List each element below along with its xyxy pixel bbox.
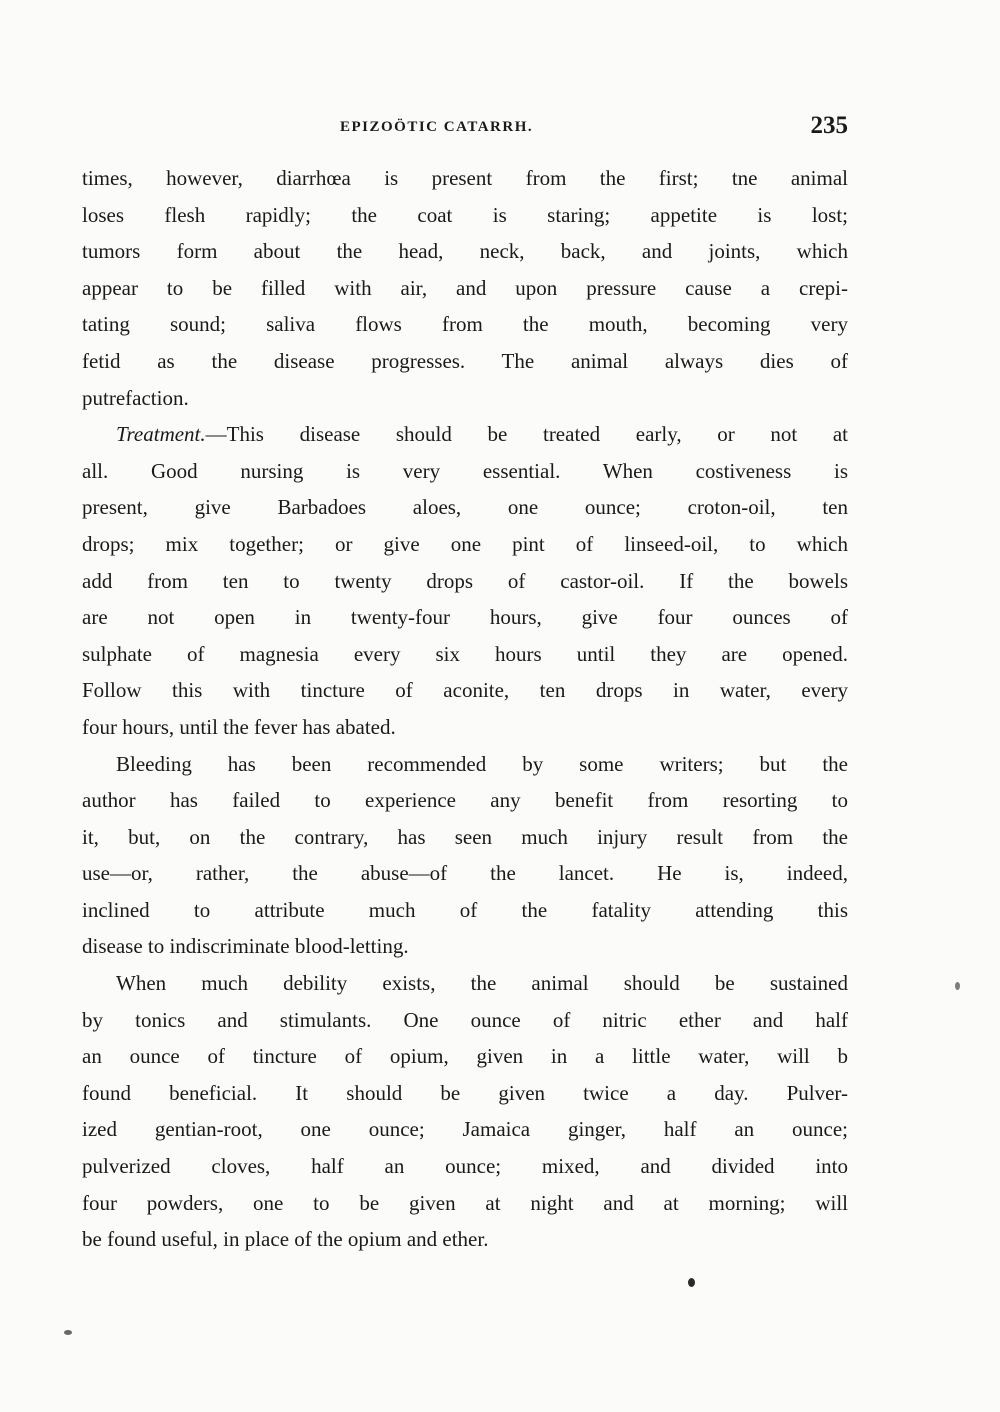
text-line: disease to indiscriminate blood-letting.: [82, 934, 409, 959]
text-line: drops; mix together; or give one pint of linseed-oil, to which: [82, 531, 848, 556]
text-line: be found useful, in place of the opium and ether.: [82, 1227, 489, 1252]
body-text: [82, 160, 848, 1258]
paragraph-symptoms: [82, 160, 848, 416]
text-line: an ounce of tincture of opium, given in a little water, will b: [82, 1044, 848, 1069]
text-line: it, but, on the contrary, has seen much injury result from the: [82, 824, 848, 849]
text-line: putrefaction.: [82, 385, 189, 410]
text-line: ized gentian-root, one ounce; Jamaica ginger, half an ounce;: [82, 1117, 848, 1142]
page-number: 235: [810, 112, 848, 139]
text-line: found beneficial. It should be given twice a day. Pulver-: [82, 1080, 848, 1105]
paragraph-bleeding: [82, 746, 848, 966]
text-line: tumors form about the head, neck, back, and joints, which: [82, 239, 848, 264]
text-line: pulverized cloves, half an ounce; mixed, and divided into: [82, 1154, 848, 1179]
treatment-label: Treatment.: [116, 422, 206, 447]
text-line: are not open in twenty-four hours, give four ounces of: [82, 605, 848, 630]
text-line: use—or, rather, the abuse—of the lancet. He is, indeed,: [82, 861, 848, 886]
ink-speck: [688, 1278, 695, 1287]
text-line: inclined to attribute much of the fatality attending this: [82, 897, 848, 922]
text-line: times, however, diarrhœa is present from the first; tne animal: [82, 166, 848, 190]
ink-speck: [955, 982, 960, 990]
text-line: fetid as the disease progresses. The animal always dies of: [82, 348, 848, 373]
text-line: When much debility exists, the animal should be sustained: [116, 971, 848, 996]
text-line: loses flesh rapidly; the coat is staring; appetite is lost;: [82, 202, 848, 227]
text-line: appear to be filled with air, and upon pressure cause a crepi-: [82, 275, 848, 300]
treatment-lead: —This disease should be treated early, or not at: [205, 422, 848, 447]
text-line: present, give Barbadoes aloes, one ounce; croton-oil, ten: [82, 495, 848, 520]
text-line: by tonics and stimulants. One ounce of nitric ether and half: [82, 1007, 848, 1032]
text-line: tating sound; saliva flows from the mouth, becoming very: [82, 312, 848, 337]
text-line: [82, 416, 848, 453]
text-line: four powders, one to be given at night and at morning; will: [82, 1190, 848, 1215]
page-header: [82, 112, 848, 146]
text-line: sulphate of magnesia every six hours until they are opened.: [82, 641, 848, 666]
running-head: EPIZOÖTIC CATARRH.: [340, 119, 534, 135]
text-line: all. Good nursing is very essential. When costiveness is: [82, 458, 848, 483]
paragraph-debility: [82, 965, 848, 1258]
text-line: Follow this with tincture of aconite, ten drops in water, every: [82, 678, 848, 703]
text-line: author has failed to experience any benefit from resorting to: [82, 788, 848, 813]
ink-speck: [64, 1330, 72, 1335]
text-line: add from ten to twenty drops of castor-oil. If the bowels: [82, 568, 848, 593]
text-line: four hours, until the fever has abated.: [82, 714, 396, 739]
paragraph-treatment: [82, 416, 848, 745]
text-line: Bleeding has been recommended by some writers; but the: [116, 751, 848, 776]
